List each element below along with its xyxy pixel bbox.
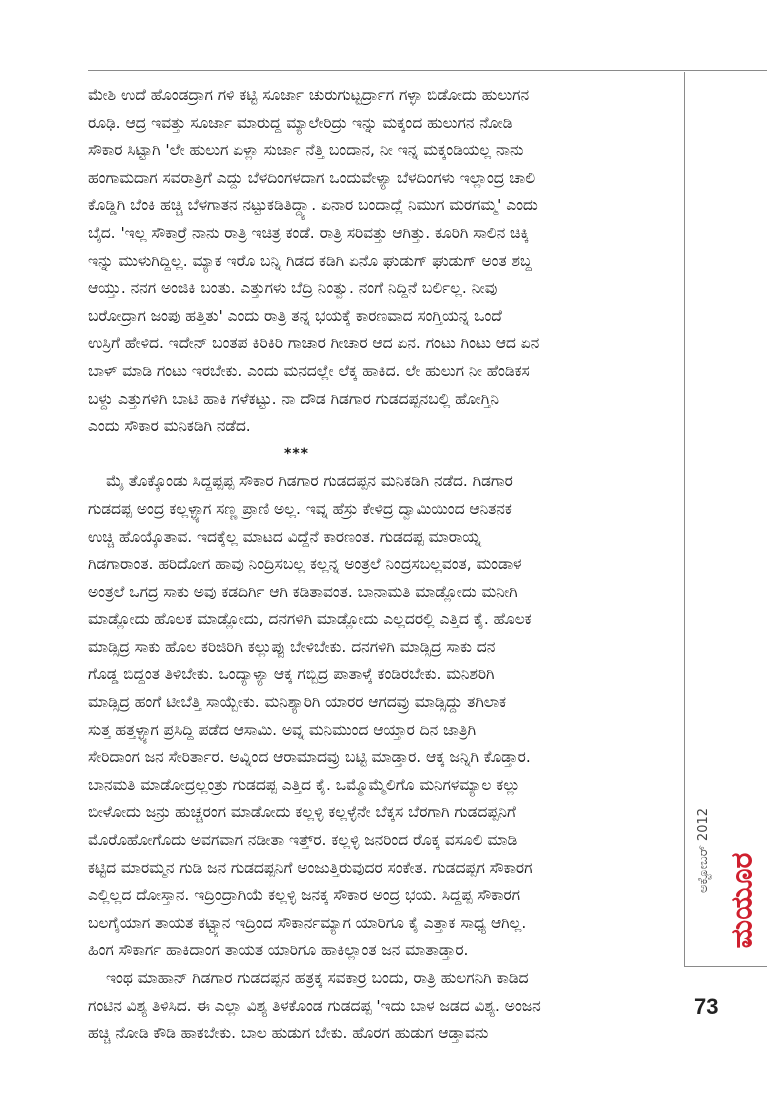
article-line: ಗೊಡ್ಡ ಬಿದ್ದಂತ ತಿಳಿಬೇಕು. ಒಂದ್ಯಾಳ್ಯಾ ಆಕ್ಕ ಗಬ್ಬಿದ್ರ ಪಾತಾಳ್ಕೆ ಕಂಡಿರಬೇಕು. ಮನಿಶರಿಗಿ [88, 665, 495, 684]
sidebar-rule [684, 72, 685, 966]
article-line: ಸುತ್ತ ಹತ್ತಳ್ಳ್ಯಾಗ ಪ್ರಸಿದ್ದಿ ಪಡೆದ ಆಸಾಮಿ. ಅವ್ನ ಮನಿಮುಂದ ಆಯ್ತಾರ ದಿನ ಜಾತ್ರಿಗಿ [88, 720, 477, 739]
article-line: ರೂಢಿ. ಆದ್ರ ಇವತ್ತು ಸೂರ್ಜಾ ಮಾರುದ್ದ ಮ್ಯಾಲೇರಿದ್ರು ಇನ್ನು ಮಕ್ಕಂದ ಹುಲುಗನ ನೋಡಿ [88, 113, 513, 132]
article-line: ಮಾಡ್ಸಿದ್ರ ಹಂಗೆ ಟೀಬೆತ್ತಿ ಸಾಯ್ಬೇಕು. ಮನಿಶ್ಯಾರಿಗಿ ಯಾರರ ಆಗದವ್ರು ಮಾಡ್ಸಿದ್ದು ತಗಿಲಾಕ [88, 693, 507, 712]
article-line: ಬೀಳೋದು ಜನ್ರು ಹುಚ್ಚರಂಗ ಮಾಡೋದು ಕಲ್ಲಳ್ಳಿ ಕಲ್ಲಳ್ಳೆನೇ ಬೆಕ್ಕಸ ಬೆರಗಾಗಿ ಗುಡದಪ್ಪನಿಗೆ [88, 803, 516, 822]
article-line: ಕೊಡ್ಡಿಗಿ ಬೆಂಕಿ ಹಚ್ಚಿ ಬೆಳಗಾತನ ನಟ್ಟುಕಡಿತಿದ್ದ್ಯಾ. ಏನಾರ ಬಂದಾದ್ಲೆ ನಿಮುಗ ಮರಗಮ್ಮ' ಎಂದು [88, 196, 538, 215]
article-line: ಇನ್ನು ಮುಳುಗಿದ್ದಿಲ್ಲ. ಮ್ಯಾಕ ಇರೊ ಬನ್ನಿ ಗಿಡದ ಕಡಿಗಿ ಏನೊ ಘುಡುಗ್ ಘುಡುಗ್ ಅಂತ ಶಬ್ದ [88, 251, 532, 270]
issue-date-text: ಅಕ್ಟೋಬರ್ 2012 [696, 807, 712, 893]
article-line: ಕಟ್ಟಿದ ಮಾರಮ್ಮನ ಗುಡಿ ಜನ ಗುಡದಪ್ಪನಿಗೆ ಅಂಜುತ್ತಿರುವುದರ ಸಂಕೇತ. ಗುಡದಪ್ಪಗ ಸೌಕಾರಗ [88, 858, 533, 877]
magazine-logo [722, 840, 762, 960]
article-line: ಮೈ ತೊಕ್ಕೊಂಡು ಸಿದ್ದಪ್ಪಪ್ಪ ಸೌಕಾರ ಗಿಡಗಾರ ಗುಡದಪ್ಪನ ಮನಿಕಡಿಗಿ ನಡೆದ. ಗಿಡಗಾರ [106, 472, 513, 491]
article-line: ಎಲ್ಲಿಲ್ಲದ ದೋಸ್ತಾನ. ಇದ್ರಿಂದ್ರಾಗಿಯೆ ಕಲ್ಲಳ್ಳಿ ಜನಕ್ಕ ಸೌಕಾರ ಅಂದ್ರ ಭಯ. ಸಿದ್ದಪ್ಪ ಸೌಕಾರಗ [88, 886, 521, 905]
article-line: ಮಾಡ್ಸಿದ್ರ ಸಾಕು ಹೊಲ ಕರಿಜಿರಿಗಿ ಕಲ್ಲುಪ್ಪು ಬೇಳಿಬೇಕು. ದನಗಳಿಗಿ ಮಾಡ್ಸಿದ್ರ ಸಾಕು ದನ [88, 637, 496, 656]
article-line: ಗುಡದಪ್ಪ ಅಂದ್ರ ಕಲ್ಲಳ್ಳ್ಯಾಗ ಸಣ್ಣ ಪ್ರಾಣಿ ಅಲ್ಲ. ಇವ್ನ ಹೆಸ್ರು ಕೇಳಿದ್ರ ದ್ವಾಮಿಯಿಂದ ಆನಿತನಕ [88, 499, 512, 518]
magazine-sidebar [686, 782, 767, 962]
article-line: ಮೇಶಿ ಉದೆ ಹೊಂಡದ್ರಾಗ ಗಳಿ ಕಟ್ಟಿ ಸೂರ್ಜಾ ಚುರುಗುಟ್ಟರ್ದ್ರಾಗ ಗಳ್ಳಾ ಬಿಡೋದು ಹುಲುಗನ [88, 86, 530, 104]
article-line: ಉಸ್ರಿಗೆ ಹೇಳಿದ. ಇದೇನ್ ಬಂತಪ ಕಿರಿಕಿರಿ ಗಾಚಾರ ಗೀಚಾರ ಆದ ಏನ. ಗಂಟು ಗಿಂಟು ಆದ ಏನ [88, 334, 540, 353]
article-line: ಉಚ್ಚಿ ಹೊಯ್ಕೊತಾವ. ಇದಕ್ಕೆಲ್ಲ ಮಾಟದ ವಿದ್ದೆನೆ ಕಾರಣಂತ. ಗುಡದಪ್ಪ ಮಾರಾಯ್ನ [88, 527, 481, 546]
article-body [88, 82, 670, 1048]
article-line: ಹಿಂಗ ಸೌಕಾರ್ಗ ಹಾಕಿದಾಂಗ ತಾಯತ ಯಾರಿಗೂ ಹಾಕಿಲ್ಲಾಂತ ಜನ ಮಾತಾಡ್ತಾರ. [88, 941, 469, 960]
article-line: ಗಂಟಿನ ವಿಶ್ಯ ತಿಳಿಸಿದ. ಈ ಎಲ್ಲಾ ವಿಶ್ಯ ತಿಳಕೊಂಡ ಗುಡದಪ್ಪ 'ಇದು ಬಾಳ ಜಡದ ವಿಶ್ಯ. ಅಂಜನ [88, 996, 541, 1015]
article-line: ಬಾನಮತಿ ಮಾಡೋದ್ರಲ್ಲಂತ್ರು ಗುಡದಪ್ಪ ಎತ್ತಿದ ಕೈ. ಒಮ್ಮೊಮ್ಮೆಲಿಗೊ ಮನಿಗಳಮ್ಯಾಲ ಕಲ್ಲು [88, 775, 520, 794]
article-line: ಬೈದ. 'ಇಲ್ಲ ಸೌಕಾರ್ರೆ ನಾನು ರಾತ್ರಿ ಇಚಿತ್ರ ಕಂಡೆ. ರಾತ್ರಿ ಸರಿವತ್ತು ಆಗಿತ್ತು. ಕೂರಿಗಿ ಸಾಲಿನ ಚಿಕ್ಕಿ [88, 223, 530, 242]
article-line: ಬಳ್ದು ಎತ್ತುಗಳಿಗಿ ಬಾಟಿ ಹಾಕಿ ಗಳೆಕಟ್ಟು. ನಾ ದೌಡ ಗಿಡಗಾರ ಗುಡದಪ್ಪನಬಲ್ಲಿ ಹೋಗ್ತಿನಿ [88, 389, 499, 408]
page-number: 73 [694, 994, 719, 1019]
page-number-rule [684, 966, 767, 967]
article-line: ಮೊರೊಹೋಗೊದು ಅವಗವಾಗ ನಡೀತಾ ಇತ್ತ್‌ರ. ಕಲ್ಲಳ್ಳಿ ಜನರಿಂದ ರೊಕ್ಕ ವಸೂಲಿ ಮಾಡಿ [88, 831, 518, 850]
article-line: ಗಿಡಗಾರಾಂತ. ಹರಿದೋಗ ಹಾವು ನಿಂದ್ರಿಸಬಲ್ಲ ಕಲ್ಲನ್ನ ಅಂತ್ರಲೆ ನಿಂದ್ರಸಬಲ್ಲವಂತ, ಮಂಡಾಳ [88, 555, 522, 574]
article-line: ಸೇರಿದಾಂಗ ಜನ ಸೇರಿರ್ತಾರ. ಅವ್ನಿಂದ ಆರಾಮಾದವ್ರು ಬಟ್ಟಿ ಮಾಡ್ತಾರ. ಆಕ್ಕ ಜನ್ನಿಗಿ ಕೊಡ್ತಾರ. [88, 748, 531, 767]
header-rule [88, 70, 767, 71]
article-line: ಆಯ್ತು. ನನಗ ಅಂಜಿಕಿ ಬಂತು. ಎತ್ತುಗಳು ಬೆದ್ರಿ ನಿಂತ್ವು. ನಂಗೆ ನಿದ್ದಿನೆ ಬರ್ಲಿಲ್ಲ. ನೀವು [88, 279, 498, 298]
article-line: ಅಂತ್ರಲೆ ಒಗದ್ರ ಸಾಕು ಅವು ಕಡದಿರ್ಗಿ ಆಗಿ ಕಡಿತಾವಂತ. ಬಾನಾಮತಿ ಮಾಡ್ಲೋದು ಮನೀಗಿ [88, 582, 518, 601]
article-line: ಬರೋದ್ರಾಗ ಜಂಪು ಹತ್ತಿತು' ಎಂದು ರಾತ್ರಿ ತನ್ನ ಭಯಕ್ಕೆ ಕಾರಣವಾದ ಸಂಗ್ತಿಯನ್ನ ಒಂದೆ [88, 306, 502, 325]
section-separator: *** [284, 445, 309, 462]
article-line: ಬಲಗೈಯಾಗ ತಾಯತ ಕಟ್ಟ್ಯಾನ ಇದ್ರಿಂದ ಸೌಕಾರ್ನಮ್ಯಾಗ ಯಾರಿಗೂ ಕೈ ಎತ್ತಾಕ ಸಾಧ್ಯ ಆಗಿಲ್ಲ. [88, 913, 527, 932]
article-line: ಸೌಕಾರ ಸಿಟ್ಟಾಗಿ 'ಲೇ ಹುಲುಗ ಏಳ್ಲಾ ಸುರ್ಜಾ ನೆತ್ತಿ ಬಂದಾನ, ನೀ ಇನ್ನ ಮಕ್ಕಂಡಿಯಲ್ಲ ನಾನು [88, 141, 524, 160]
article-line: ಬಾಳ್ ಮಾಡಿ ಗಂಟು ಇರಬೇಕು. ಎಂದು ಮನದಲ್ಲೇ ಲೆಕ್ಕ ಹಾಕಿದ. ಲೇ ಹುಲುಗ ನೀ ಹೆಂಡಿಕಸ [88, 361, 530, 380]
article-line: ಮಾಡ್ಲೋದು ಹೊಲಕ ಮಾಡ್ಲೋದು, ದನಗಳಿಗಿ ಮಾಡ್ಲೋದು ಎಲ್ಲದರಲ್ಲಿ ಎತ್ತಿದ ಕೈ. ಹೊಲಕ [88, 610, 532, 629]
article-line: ಇಂಥ ಮಾಹಾನ್ ಗಿಡಗಾರ ಗುಡದಪ್ಪನ ಹತ್ರಕ್ಕ ಸವಕಾರ್ರ ಬಂದು, ರಾತ್ರಿ ಹುಲಗನಿಗಿ ಕಾಡಿದ [106, 969, 529, 987]
magazine-logo-text: ಮಯೂರ [724, 852, 760, 948]
article-line: ಹಚ್ಚಿ ನೋಡಿ ಕೌಡಿ ಹಾಕಬೇಕು. ಬಾಲ ಹುಡುಗ ಬೇಕು. ಹೊರಗ ಹುಡುಗ ಆಡ್ತಾವನು [88, 1024, 489, 1043]
article-line: ಹಂಗಾಮದಾಗ ಸವರಾತ್ರಿಗೆ ಎದ್ದು ಬೆಳದಿಂಗಳದಾಗ ಒಂದುವೇಳ್ಯಾ ಬೆಳದಿಂಗಳು ಇಲ್ಲಾಂದ್ರ ಚಾಲಿ [88, 168, 536, 187]
article-line: ಎಂದು ಸೌಕಾರ ಮನಿಕಡಿಗಿ ನಡೆದ. [88, 417, 251, 436]
issue-date [690, 790, 718, 910]
